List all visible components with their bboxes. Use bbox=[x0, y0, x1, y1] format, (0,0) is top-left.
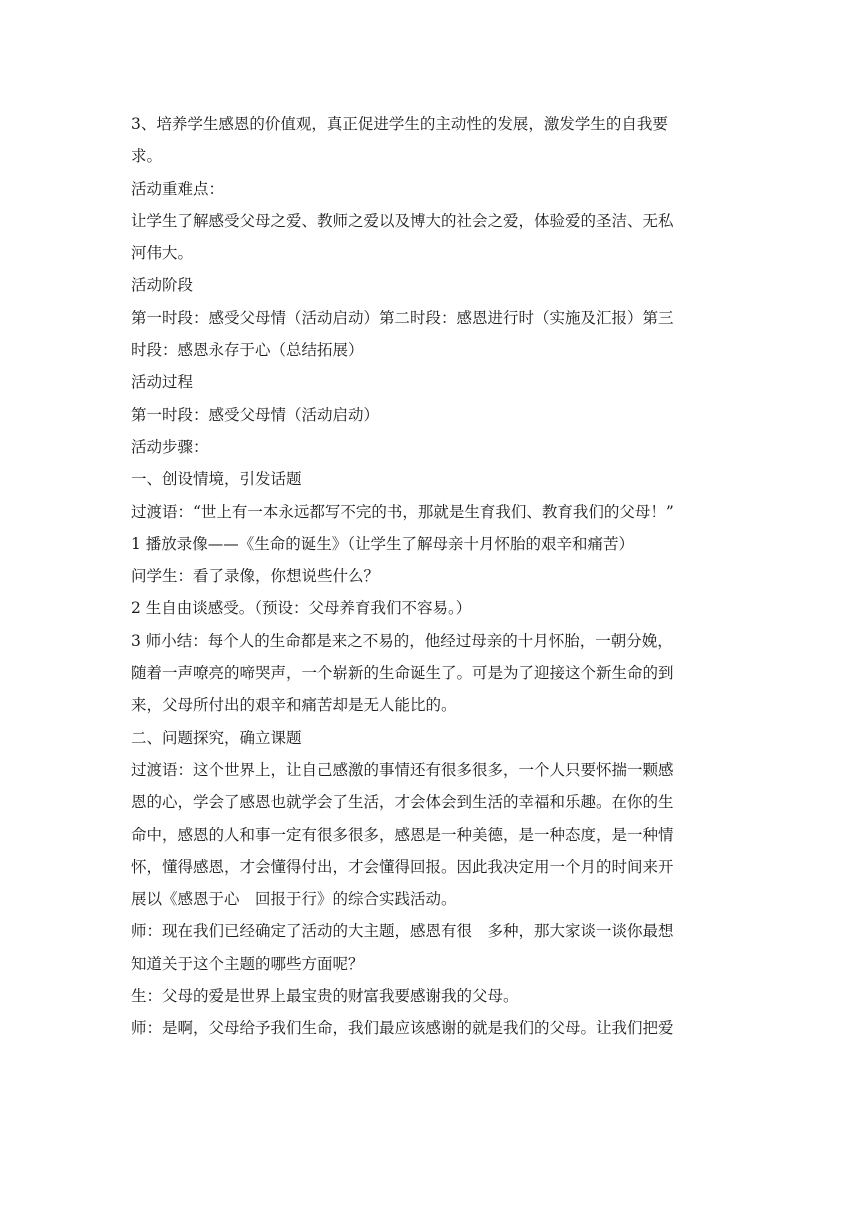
text-line: 来，父母所付出的艰辛和痛苦却是无人能比的。 bbox=[131, 696, 457, 715]
text-line: 第一时段：感受父母情（活动启动） bbox=[131, 405, 380, 424]
text-line: 1 播放录像——《生命的诞生》（让学生了解母亲十月怀胎的艰辛和痛苦） bbox=[131, 534, 635, 553]
text-line: 师：是啊，父母给予我们生命，我们最应该感谢的就是我们的父母。让我们把爱 bbox=[131, 1019, 674, 1038]
text-line: 活动阶段 bbox=[131, 276, 194, 295]
text-line: 过渡语：这个世界上，让自己感激的事情还有很多很多，一个人只要怀揣一颗感 bbox=[131, 760, 674, 779]
document-body bbox=[131, 108, 731, 1045]
text-line: 活动重难点： bbox=[131, 179, 225, 198]
text-line: 二、问题探究，确立课题 bbox=[131, 728, 302, 747]
text-line: 时段：感恩永存于心（总结拓展） bbox=[131, 341, 364, 360]
text-line: 随着一声嘹亮的啼哭声，一个崭新的生命诞生了。可是为了迎接这个新生命的到 bbox=[131, 664, 674, 683]
text-line: 知道关于这个主题的哪些方面呢？ bbox=[131, 954, 364, 973]
text-line: 一、创设情境，引发话题 bbox=[131, 470, 302, 489]
text-line: 恩的心，学会了感恩也就学会了生活，才会体会到生活的幸福和乐趣。在你的生 bbox=[131, 793, 674, 812]
text-line: 师：现在我们已经确定了活动的大主题，感恩有很 多种，那大家谈一谈你最想 bbox=[131, 922, 674, 941]
text-line: 问学生：看了录像，你想说些什么？ bbox=[131, 567, 380, 586]
text-line: 第一时段：感受父母情（活动启动）第二时段：感恩进行时（实施及汇报）第三 bbox=[131, 308, 674, 327]
text-line: 命中，感恩的人和事一定有很多很多，感恩是一种美德，是一种态度，是一种情 bbox=[131, 825, 674, 844]
text-line: 生：父母的爱是世界上最宝贵的财富我要感谢我的父母。 bbox=[131, 987, 519, 1006]
text-line: 过渡语：“世上有一本永远都写不完的书，那就是生育我们、教育我们的父母！” bbox=[131, 502, 674, 521]
text-line: 活动步骤： bbox=[131, 437, 209, 456]
text-line: 展以《感恩于心 回报于行》的综合实践活动。 bbox=[131, 890, 457, 909]
text-line: 求。 bbox=[131, 147, 163, 166]
text-line: 怀，懂得感恩，才会懂得付出，才会懂得回报。因此我决定用一个月的时间来开 bbox=[131, 857, 674, 876]
text-line: 3、培养学生感恩的价值观，真正促进学生的主动性的发展，激发学生的自我要 bbox=[131, 115, 668, 133]
text-line: 3 师小结：每个人的生命都是来之不易的，他经过母亲的十月怀胎，一朝分娩， bbox=[131, 631, 673, 650]
text-line: 活动过程 bbox=[131, 373, 194, 392]
text-line: 2 生自由谈感受。（预设：父母养育我们不容易。） bbox=[131, 599, 472, 618]
text-line: 河伟大。 bbox=[131, 244, 194, 263]
text-line: 让学生了解感受父母之爱、教师之爱以及博大的社会之爱，体验爱的圣洁、无私 bbox=[131, 211, 674, 230]
